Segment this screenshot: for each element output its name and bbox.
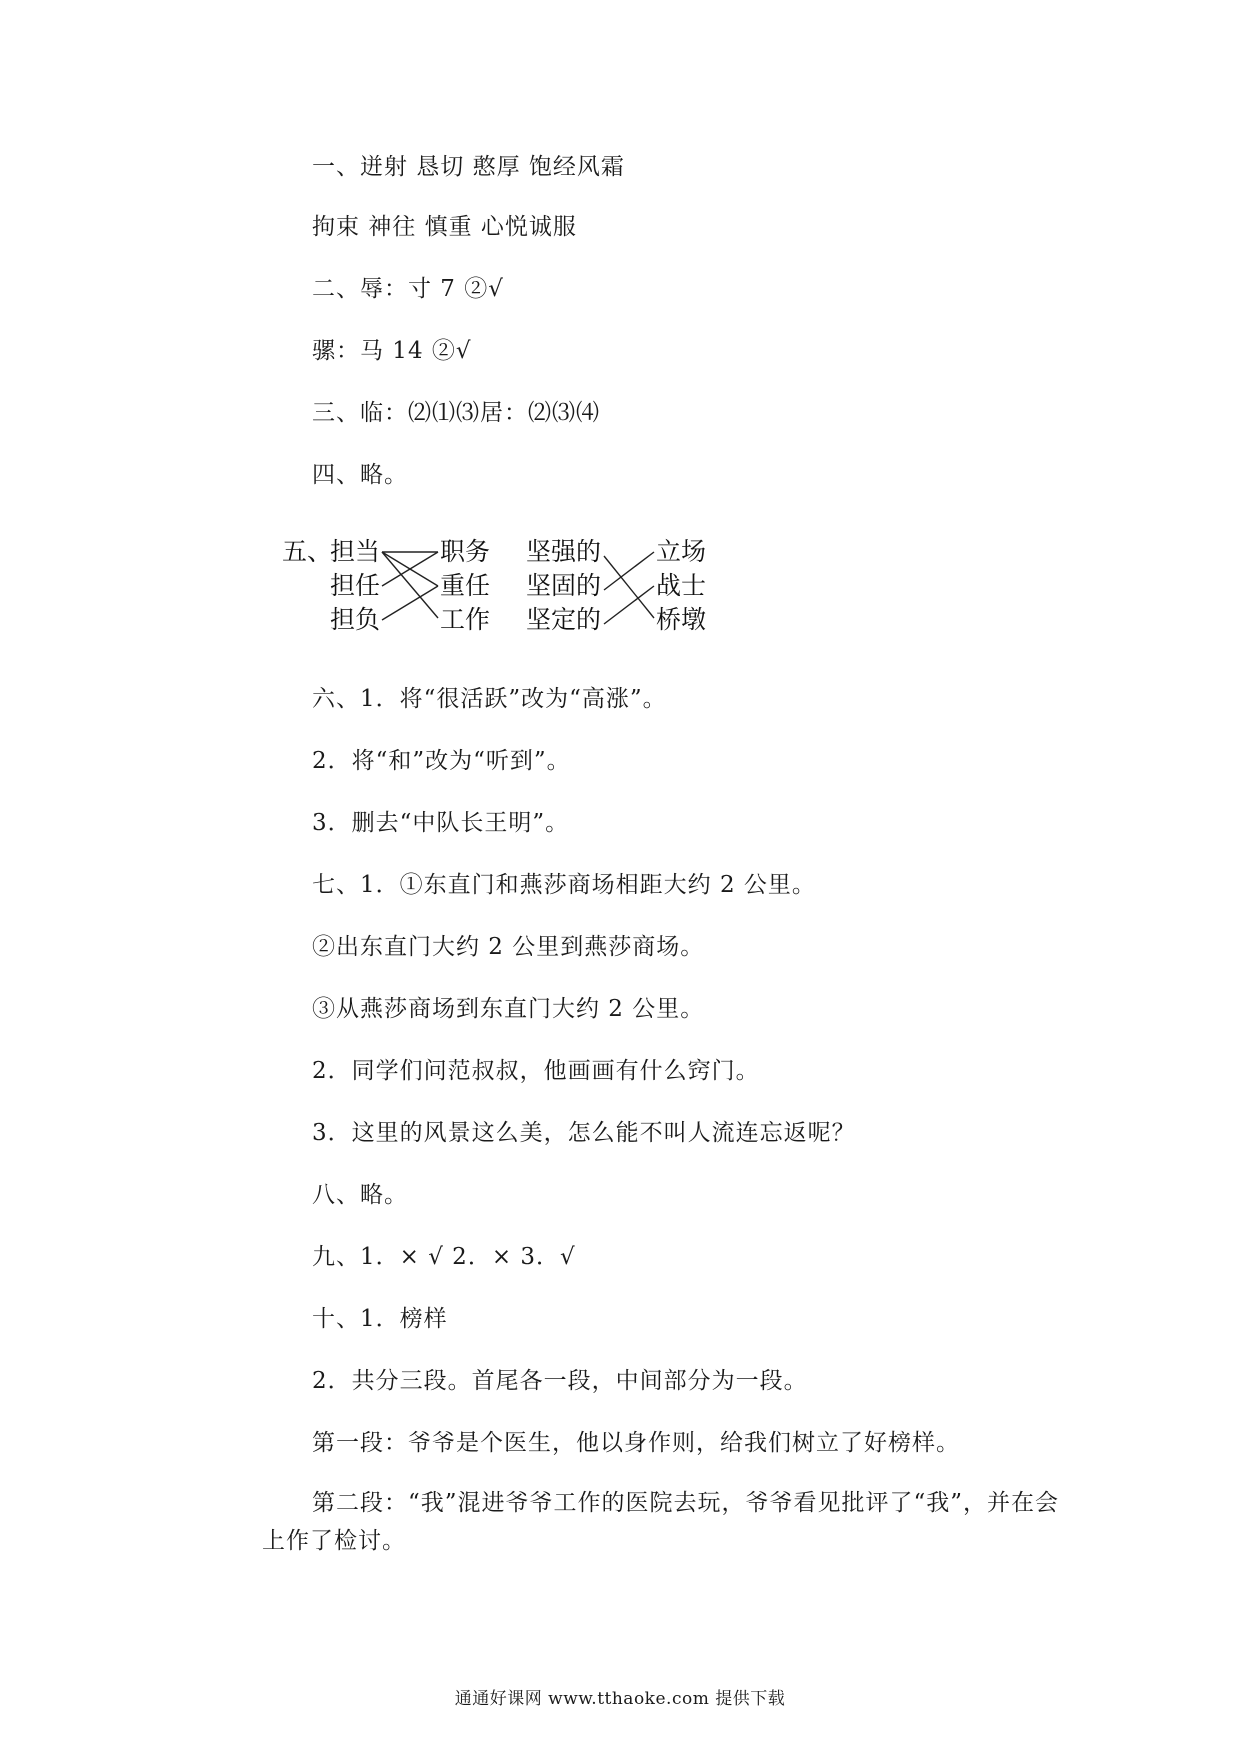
- match-line: [382, 552, 438, 618]
- answer-q7-1: 七、1．①东直门和燕莎商场相距大约 2 公里。: [312, 872, 816, 898]
- matching-right-b-2: 战士: [656, 571, 707, 600]
- matching-prefix: 五、: [282, 537, 333, 566]
- matching-left-b-2: 坚固的: [526, 571, 602, 600]
- answer-q6-1: 六、1．将“很活跃”改为“高涨”。: [312, 686, 667, 712]
- answer-q6-3: 3．删去“中队长王明”。: [312, 810, 570, 836]
- match-line: [604, 556, 654, 618]
- matching-right-a-2: 重任: [440, 571, 491, 600]
- matching-left-b-3: 坚定的: [526, 605, 602, 634]
- matching-left-a-1: 担当: [330, 537, 381, 566]
- answer-q2-line2: 骡：马 14 ②√: [312, 338, 472, 364]
- answer-q10-paragraph1: 第一段：爷爷是个医生，他以身作则，给我们树立了好榜样。: [312, 1430, 960, 1456]
- matching-left-a-3: 担负: [330, 605, 381, 634]
- answer-q1-line2: 拘束 神往 慎重 心悦诚服: [312, 214, 577, 240]
- match-line: [382, 586, 438, 620]
- match-line: [604, 552, 654, 590]
- answer-q7-1c: ③从燕莎商场到东直门大约 2 公里。: [312, 996, 705, 1022]
- matching-diagram: [278, 530, 718, 640]
- answer-q8: 八、略。: [312, 1182, 408, 1208]
- answer-q7-1b: ②出东直门大约 2 公里到燕莎商场。: [312, 934, 705, 960]
- answer-q2-line1: 二、辱：寸 7 ②√: [312, 276, 504, 302]
- answer-q6-2: 2．将“和”改为“听到”。: [312, 748, 571, 774]
- matching-right-a-3: 工作: [440, 605, 491, 634]
- answer-q7-3: 3．这里的风景这么美，怎么能不叫人流连忘返呢？: [312, 1120, 856, 1146]
- answer-q10-1: 十、1．榜样: [312, 1306, 448, 1332]
- matching-right-b-1: 立场: [656, 537, 707, 566]
- match-line: [604, 586, 654, 624]
- matching-left-a-2: 担任: [330, 571, 381, 600]
- matching-right-b-3: 桥墩: [656, 605, 707, 634]
- answer-q7-2: 2．同学们问范叔叔，他画画有什么窍门。: [312, 1058, 760, 1084]
- answer-q4: 四、略。: [312, 462, 408, 488]
- answer-q10-2: 2．共分三段。首尾各一段，中间部分为一段。: [312, 1368, 808, 1394]
- matching-right-a-1: 职务: [440, 537, 491, 566]
- answer-q3: 三、临：⑵⑴⑶居：⑵⑶⑷: [312, 400, 600, 426]
- matching-left-b-1: 坚强的: [526, 537, 602, 566]
- answer-q9: 九、1．× √ 2．× 3．√: [312, 1244, 576, 1270]
- answer-q1-line1: 一、迸射 恳切 憨厚 饱经风霜: [312, 154, 625, 180]
- answer-q10-paragraph2: 第二段：“我”混进爷爷工作的医院去玩，爷爷看见批评了“我”，并在会上作了检讨。: [262, 1490, 1060, 1554]
- footer-source: 通通好课网 www.tthaoke.com 提供下载: [454, 1689, 786, 1709]
